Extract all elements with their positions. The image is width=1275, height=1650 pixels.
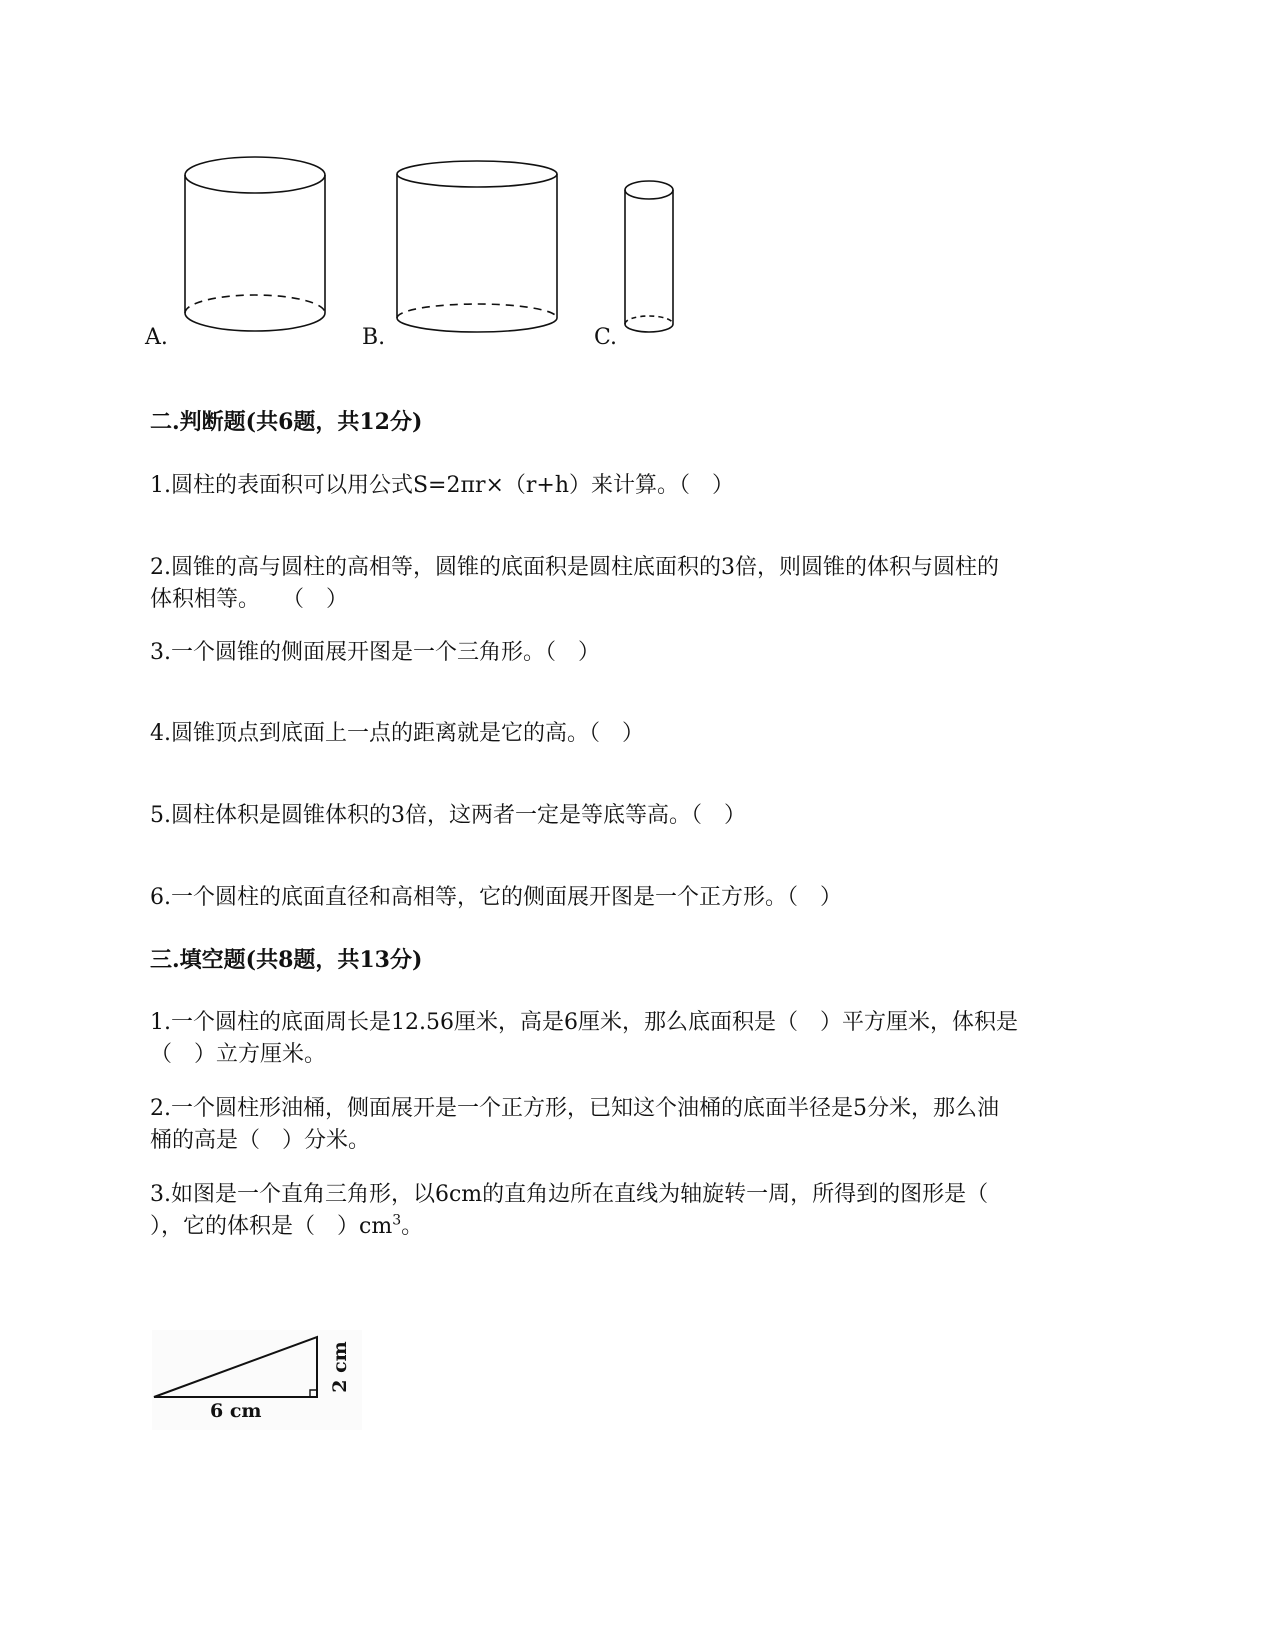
fill-question-3 (150, 1179, 1110, 1243)
judge-question-2 (150, 552, 1110, 616)
fill-question-1 (150, 1007, 1110, 1071)
question-text: 1.一个圆柱的底面周长是12.56厘米，高是6厘米，那么底面积是（ ）平方厘米，体积是 (150, 1010, 1018, 1035)
question-text: ），它的体积是（ ）cm (150, 1214, 393, 1239)
question-text: 1.圆柱的表面积可以用公式S=2πr×（r+h）来计算。（ ） (150, 473, 735, 498)
question-text: （ ）立方厘米。 (150, 1042, 327, 1067)
question-text: 5.圆柱体积是圆锥体积的3倍，这两者一定是等底等高。（ ） (150, 803, 746, 828)
judge-question-3 (150, 637, 1110, 669)
cylinder-c (621, 176, 677, 340)
judge-question-5 (150, 800, 1110, 832)
option-b-label: B. (362, 325, 386, 350)
question-text: 体积相等。 （ ） (150, 587, 349, 612)
fill-question-2 (150, 1093, 1110, 1157)
question-text: 2.圆锥的高与圆柱的高相等，圆锥的底面积是圆柱底面积的3倍，则圆锥的体积与圆柱的 (150, 555, 999, 580)
question-text-line2 (150, 1211, 1110, 1243)
question-text: 桶的高是（ ）分米。 (150, 1128, 371, 1153)
question-text: 6.一个圆柱的底面直径和高相等，它的侧面展开图是一个正方形。（ ） (150, 885, 842, 910)
question-text: 4.圆锥顶点到底面上一点的距离就是它的高。（ ） (150, 721, 644, 746)
superscript-exponent: 3 (392, 1212, 402, 1229)
cylinder-a (180, 150, 330, 340)
right-triangle-figure (152, 1330, 362, 1430)
option-c-label: C. (594, 325, 618, 350)
section3-heading: 三.填空题(共8题，共13分) (150, 947, 423, 973)
cylinder-options (0, 0, 1275, 380)
cylinder-b (392, 156, 562, 340)
question-text: 。 (401, 1214, 424, 1239)
question-text: 3.如图是一个直角三角形，以6cm的直角边所在直线为轴旋转一周，所得到的图形是（ (150, 1182, 989, 1207)
judge-question-6 (150, 882, 1110, 914)
judge-question-1 (150, 470, 1110, 502)
height-length-label: 2 cm (329, 1341, 351, 1393)
judge-question-4 (150, 718, 1110, 750)
question-text: 3.一个圆锥的侧面展开图是一个三角形。（ ） (150, 640, 600, 665)
section2-heading: 二.判断题(共6题，共12分) (150, 409, 423, 435)
option-a-label: A. (145, 325, 168, 350)
question-text: 2.一个圆柱形油桶，侧面展开是一个正方形，已知这个油桶的底面半径是5分米，那么油 (150, 1096, 999, 1121)
base-length-label: 6 cm (210, 1400, 262, 1422)
